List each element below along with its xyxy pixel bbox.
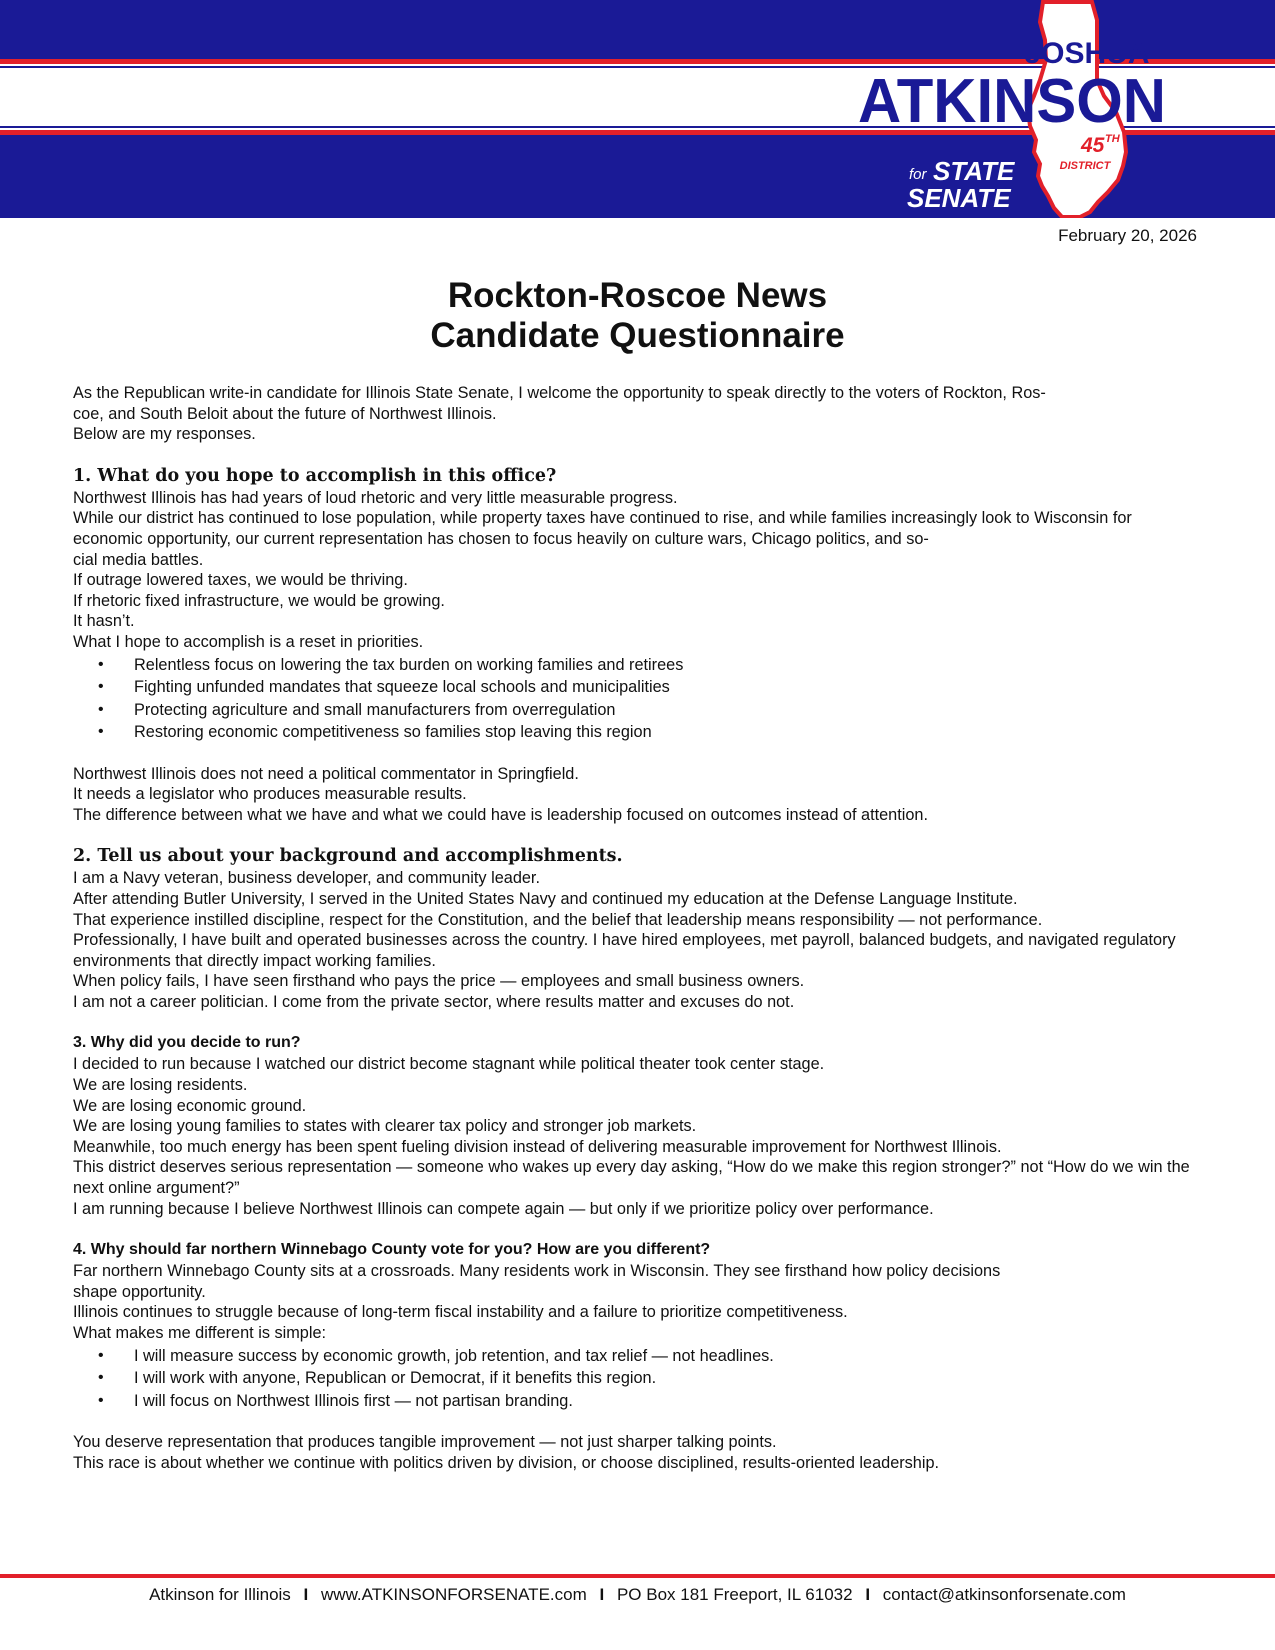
office-line-1: STATE: [933, 156, 1015, 186]
footer-separator: I: [599, 1585, 605, 1604]
for-label: for: [909, 166, 927, 183]
questionnaire-body: [73, 383, 1203, 1473]
footer-website-link[interactable]: www.ATKINSONFORSENATE.com: [321, 1585, 587, 1604]
answer-paragraph: That experience instilled discipline, respect for the Constitution, and the belief that leadership means responsibility — not performance.: [73, 910, 1043, 929]
candidate-first-name: JOSHUA: [1024, 37, 1150, 70]
answer-paragraph: You deserve representation that produces tangible improvement — not just sharper talking points.: [73, 1433, 777, 1452]
district-suffix: TH: [1105, 133, 1120, 145]
document-title: [0, 276, 1275, 356]
intro-paragraph: As the Republican write-in candidate for Illinois State Senate, I welcome the opportunity to speak directly to the voters of Rockton, Ros- coe, and South Beloit about the future of Northwest Illinois.: [73, 384, 1046, 423]
campaign-banner: [0, 0, 1275, 218]
district-label: DISTRICT: [1059, 160, 1111, 172]
priority-list: [73, 654, 1203, 744]
district-number: 45: [1081, 134, 1105, 157]
answer-paragraph: I am a Navy veteran, business developer, and community leader.: [73, 869, 540, 888]
answer-paragraph: We are losing residents.: [73, 1076, 248, 1095]
list-item: • Relentless focus on lowering the tax burden on working families and retirees: [134, 654, 1203, 677]
answer-paragraph: It hasn’t.: [73, 612, 135, 631]
footer-separator: I: [303, 1585, 309, 1604]
answer-paragraph: What makes me different is simple:: [73, 1324, 327, 1342]
list-item: • Protecting agriculture and small manufacturers from overregulation: [134, 699, 1203, 722]
answer-paragraph: We are losing economic ground.: [73, 1096, 307, 1115]
document-date: February 20, 2026: [1058, 226, 1197, 245]
footer-org: Atkinson for Illinois: [149, 1585, 291, 1604]
question-1-heading: 1. What do you hope to accomplish in this office?: [73, 465, 557, 486]
answer-paragraph: While our district has continued to lose population, while property taxes have continued to rise, and while families increasingly look to Wisconsin for economic opportunity, our current representation has chosen to focus heavily on culture wars, Chicago politics, and so- cial media battles.: [73, 509, 1132, 569]
list-item: • Restoring economic competitiveness so families stop leaving this region: [134, 721, 1203, 744]
answer-paragraph: Northwest Illinois does not need a political commentator in Springfield.: [73, 764, 579, 783]
answer-paragraph: It needs a legislator who produces measurable results.: [73, 785, 467, 804]
footer-contact: [0, 1585, 1275, 1605]
answer-paragraph: The difference between what we have and what we could have is leadership focused on outcomes instead of attention.: [73, 805, 929, 824]
answer-paragraph: I am not a career politician. I come from the private sector, where results matter and excuses do not.: [73, 992, 795, 1011]
answer-paragraph: I decided to run because I watched our district become stagnant while political theater took center stage.: [73, 1055, 825, 1074]
list-item: • Fighting unfunded mandates that squeeze local schools and municipalities: [134, 676, 1203, 699]
footer-address: PO Box 181 Freeport, IL 61032: [616, 1585, 853, 1604]
answer-paragraph: Northwest Illinois has had years of loud rhetoric and very little measurable progress.: [73, 488, 678, 507]
list-item: • I will focus on Northwest Illinois first — not partisan branding.: [134, 1390, 1203, 1413]
answer-paragraph: If outrage lowered taxes, we would be thriving.: [73, 571, 408, 590]
answer-paragraph: This race is about whether we continue with politics driven by division, or choose disciplined, results-oriented leadership.: [73, 1453, 940, 1472]
answer-paragraph: What I hope to accomplish is a reset in priorities.: [73, 632, 424, 651]
answer-paragraph: If rhetoric fixed infrastructure, we would be growing.: [73, 591, 445, 610]
footer-divider: [0, 1574, 1275, 1580]
answer-paragraph: Illinois continues to struggle because of long-term fiscal instability and a failure to prioritize competitiveness.: [73, 1303, 848, 1322]
answer-paragraph: When policy fails, I have seen firsthand who pays the price — employees and small business owners.: [73, 972, 805, 991]
answer-paragraph: Far northern Winnebago County sits at a crossroads. Many residents work in Wisconsin. They see firsthand how policy decisions shape opportunity.: [73, 1262, 1001, 1301]
answer-paragraph: Meanwhile, too much energy has been spent fueling division instead of delivering measurable improvement for Northwest Illinois.: [73, 1137, 1002, 1156]
footer-email-link[interactable]: contact@atkinsonforsenate.com: [882, 1585, 1126, 1604]
office-line-2: SENATE: [907, 183, 1011, 213]
answer-paragraph: I am running because I believe Northwest Illinois can compete again — but only if we prioritize policy over performance.: [73, 1199, 934, 1218]
intro-paragraph: Below are my responses.: [73, 425, 256, 444]
footer-separator: I: [865, 1585, 871, 1604]
difference-list: [73, 1345, 1203, 1413]
question-3-heading: 3. Why did you decide to run?: [73, 1034, 301, 1052]
title-line-1: Rockton-Roscoe News: [447, 276, 828, 315]
answer-paragraph: Professionally, I have built and operated businesses across the country. I have hired employees, met payroll, balanced budgets, and navigated regulatory environments that directly impact working families.: [73, 931, 1176, 970]
candidate-last-name: ATKINSON: [858, 67, 1166, 136]
question-4-heading: 4. Why should far northern Winnebago County vote for you? How are you different?: [73, 1241, 711, 1259]
answer-paragraph: We are losing young families to states with clearer tax policy and stronger job markets.: [73, 1117, 697, 1136]
answer-paragraph: After attending Butler University, I served in the United States Navy and continued my education at the Defense Language Institute.: [73, 889, 1018, 908]
list-item: • I will measure success by economic growth, job retention, and tax relief — not headlines.: [134, 1345, 1203, 1368]
question-2-heading: 2. Tell us about your background and accomplishments.: [73, 846, 623, 867]
title-line-2: Candidate Questionnaire: [430, 316, 845, 355]
answer-paragraph: This district deserves serious representation — someone who wakes up every day asking, “How do we make this region stronger?” not “How do we win the next online argument?”: [73, 1158, 1190, 1198]
list-item: • I will work with anyone, Republican or Democrat, if it benefits this region.: [134, 1367, 1203, 1390]
